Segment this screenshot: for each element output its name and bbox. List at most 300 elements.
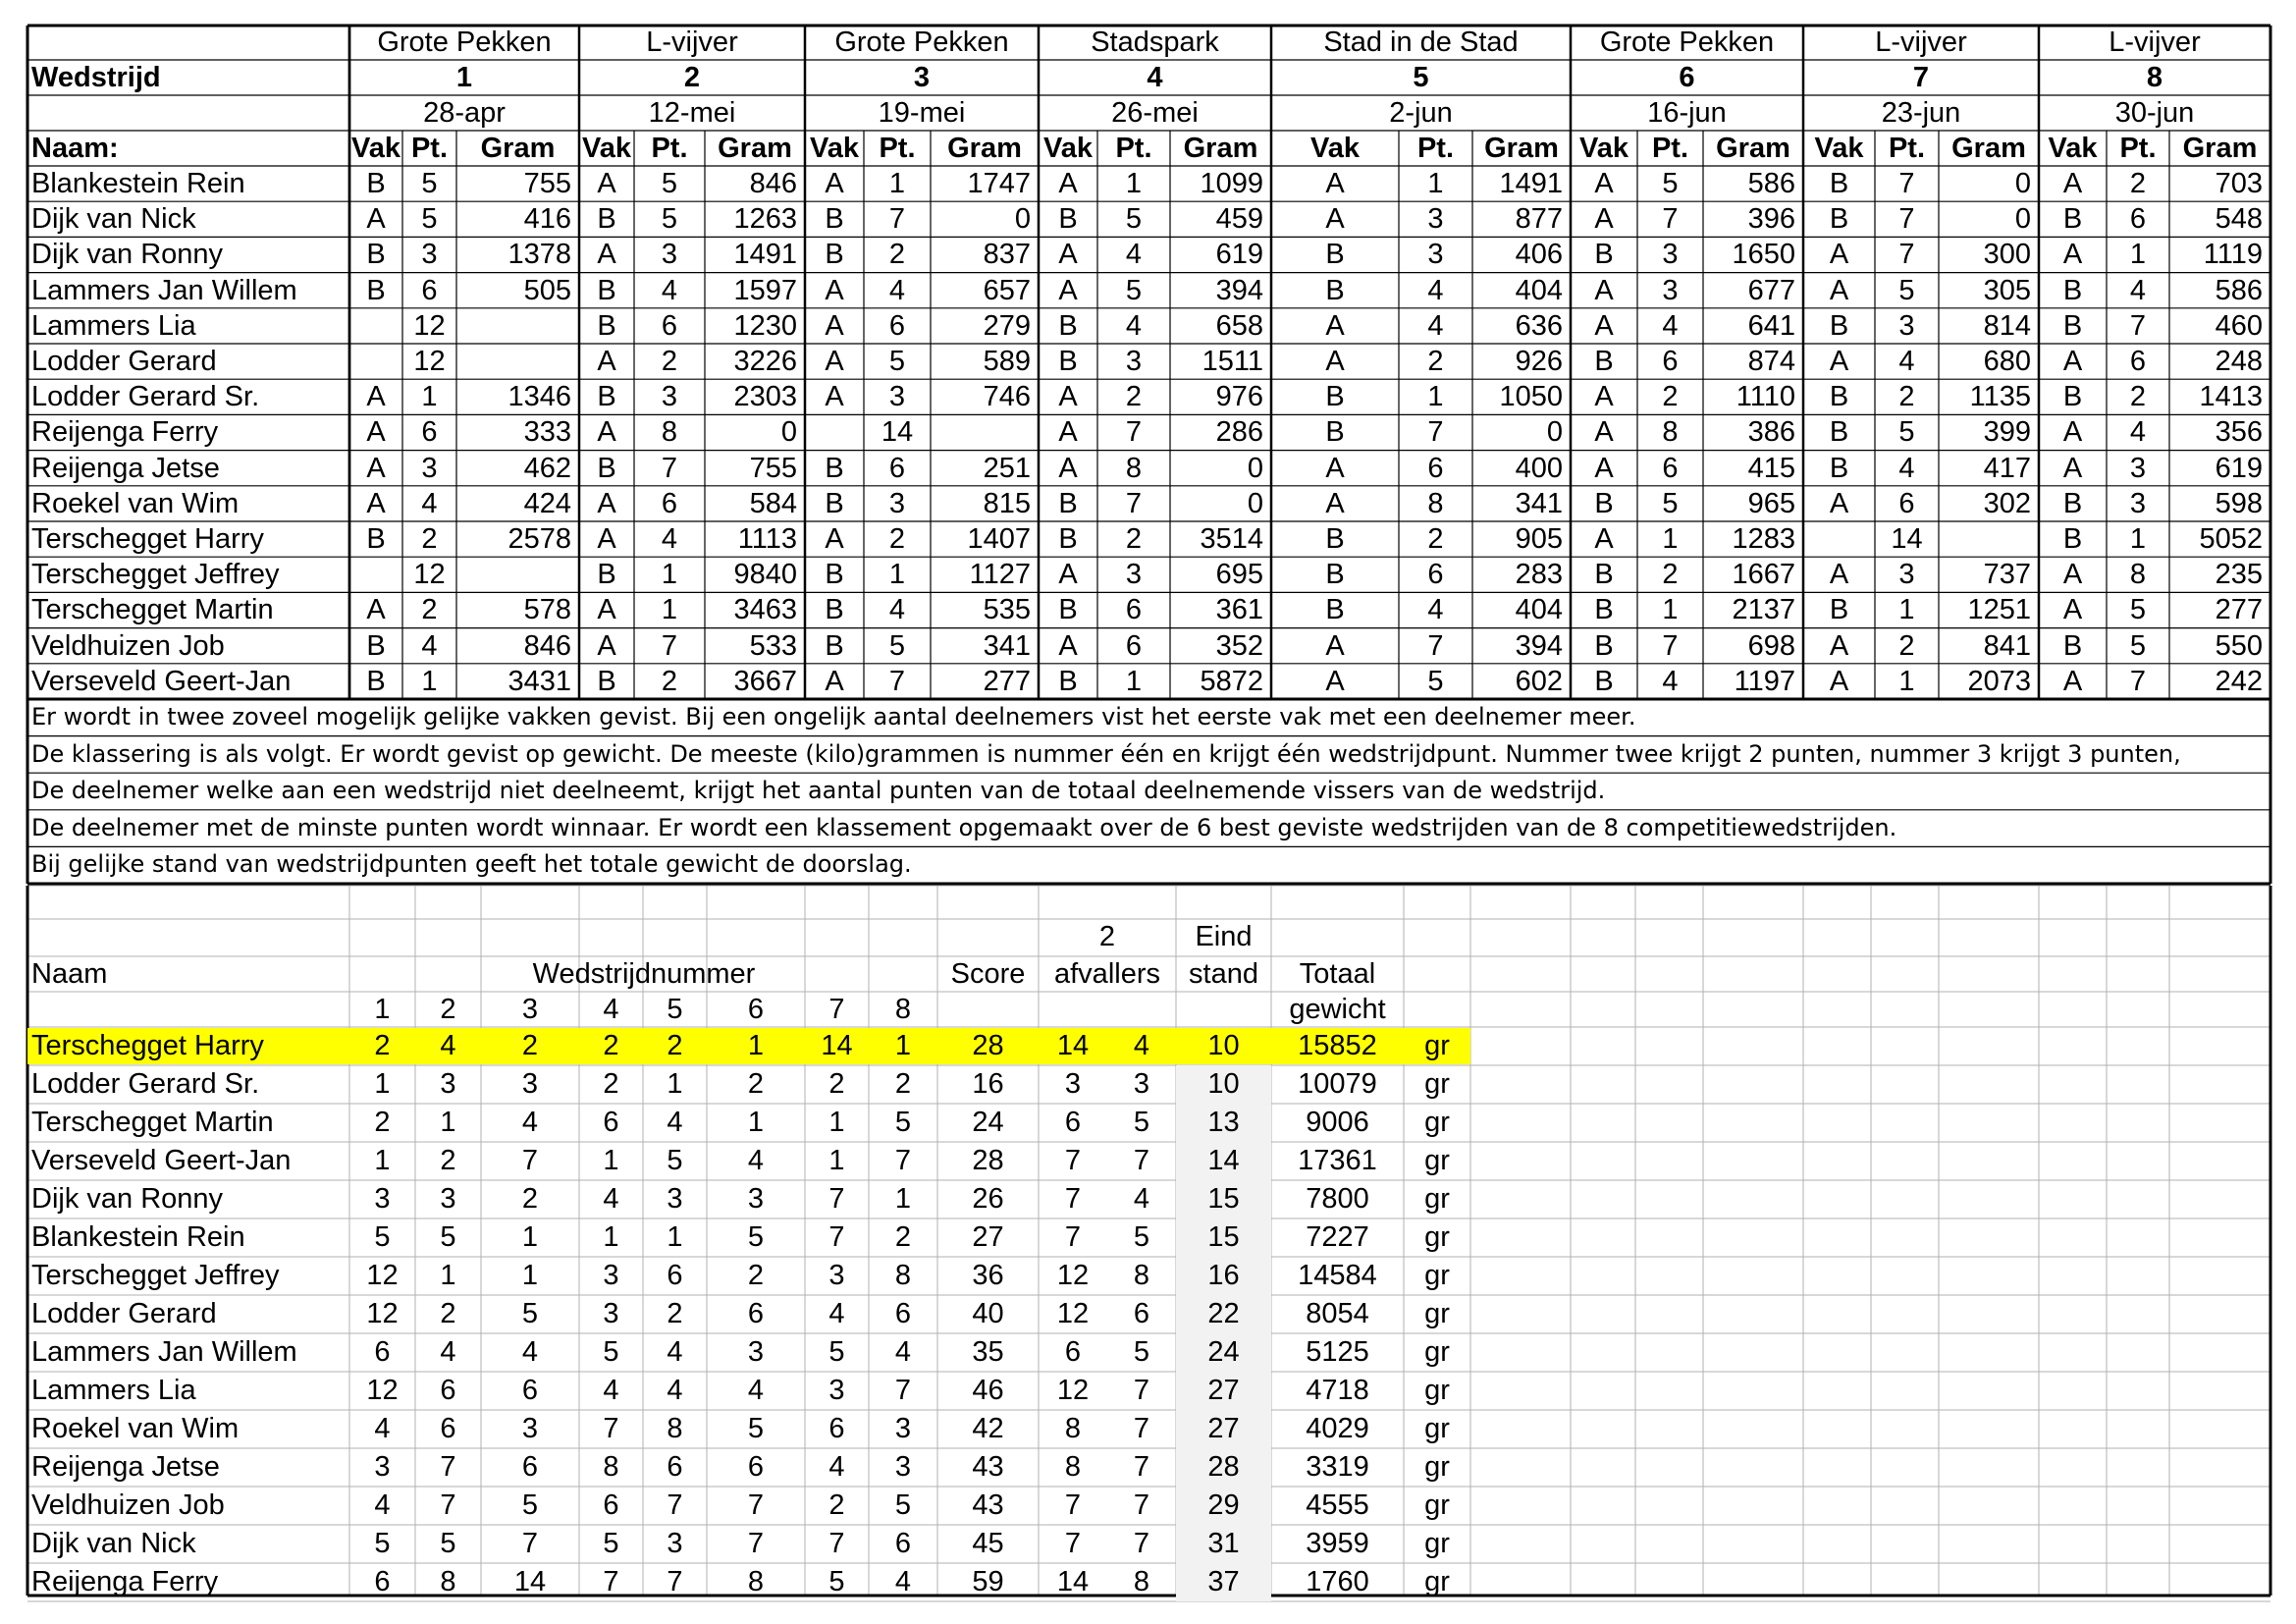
standing-points: 2: [828, 1068, 845, 1100]
standing-afvaller-2: 6: [1133, 1298, 1150, 1329]
standing-points: 6: [440, 1413, 456, 1444]
standing-afvaller-2: 8: [1133, 1260, 1150, 1291]
cell-pt: 2: [1427, 523, 1444, 555]
cell-vak: B: [1829, 381, 1849, 413]
standing-totaal: 4718: [1306, 1375, 1369, 1406]
cell-pt: 3: [1662, 239, 1679, 271]
match-number-header: 1: [374, 994, 391, 1025]
col-vak: Vak: [351, 133, 400, 164]
standing-points: 6: [667, 1260, 683, 1291]
cell-gram: 1407: [967, 523, 1031, 555]
cell-gram: 277: [2215, 594, 2263, 626]
standing-points: 4: [440, 1030, 456, 1061]
standing-points: 1: [747, 1030, 765, 1061]
standing-name: Terschegget Jeffrey: [31, 1260, 280, 1291]
standing-points: 1: [603, 1221, 619, 1253]
note-line: De deelnemer met de minste punten wordt winnaar. Er wordt een klassement opgemaakt over de 6 best geviste wedstrijden van de 8 competitiewedstrijden.: [31, 813, 1897, 841]
cell-gram: 1110: [1735, 381, 1795, 413]
cell-pt: 3: [1427, 239, 1444, 271]
cell-vak: B: [366, 523, 386, 555]
standing-eind: 22: [1207, 1298, 1240, 1329]
standing-points: 4: [667, 1336, 683, 1368]
cell-gram: 396: [1747, 203, 1795, 236]
standing-eind: 31: [1207, 1528, 1240, 1559]
cell-gram: 0: [1546, 416, 1563, 449]
cell-vak: B: [825, 487, 844, 519]
cell-gram: 1667: [1732, 559, 1795, 591]
cell-pt: 3: [888, 381, 906, 413]
unit-gr: gr: [1424, 1566, 1450, 1597]
standing-points: 4: [521, 1107, 539, 1138]
standing-points: 4: [828, 1298, 845, 1329]
cell-gram: 242: [2215, 665, 2263, 697]
standing-points: 8: [603, 1451, 619, 1483]
cell-vak: A: [597, 487, 616, 519]
cell-gram: 0: [1247, 487, 1263, 519]
cell-gram: 399: [1983, 416, 2031, 449]
cell-vak: B: [2062, 309, 2083, 342]
standing-totaal: 1760: [1306, 1566, 1369, 1597]
cell-pt: 8: [1662, 416, 1679, 449]
cell-pt: 7: [1427, 629, 1444, 662]
cell-pt: 4: [2129, 416, 2147, 449]
match-number: 7: [1912, 62, 1930, 93]
cell-gram: 3463: [733, 594, 797, 626]
cell-pt: 4: [1662, 665, 1679, 697]
standing-points: 5: [828, 1336, 845, 1368]
standing-afvaller-1: 12: [1056, 1298, 1090, 1329]
standing-points: 6: [521, 1451, 539, 1483]
cell-gram: 416: [523, 203, 571, 236]
match-number-header: 6: [747, 994, 765, 1025]
cell-vak: B: [825, 452, 844, 484]
match-number: 1: [455, 62, 473, 93]
standing-afvaller-1: 14: [1056, 1566, 1090, 1597]
cell-vak: A: [597, 346, 616, 377]
col-pt: Pt.: [1888, 133, 1926, 164]
standing-points: 2: [667, 1030, 683, 1061]
cell-pt: 6: [1662, 452, 1679, 484]
cell-pt: 5: [421, 168, 438, 199]
cell-vak: A: [825, 665, 844, 697]
cell-vak: A: [597, 629, 616, 662]
cell-gram: 2137: [1732, 594, 1795, 626]
match-date: 30-jun: [2114, 97, 2195, 129]
cell-gram: 286: [1215, 416, 1263, 449]
cell-vak: A: [1058, 416, 1078, 449]
match-date: 12-mei: [648, 97, 736, 129]
cell-pt: 6: [888, 309, 906, 342]
standing-points: 3: [894, 1451, 912, 1483]
standing-name: Blankestein Rein: [31, 1221, 245, 1253]
standing-points: 3: [374, 1451, 391, 1483]
cell-gram: 877: [1515, 203, 1563, 236]
col-gram: Gram: [718, 133, 792, 164]
cell-gram: 251: [983, 452, 1031, 484]
cell-gram: 3514: [1200, 523, 1263, 555]
standing-points: 2: [521, 1030, 539, 1061]
standing-totaal: 4029: [1306, 1413, 1369, 1444]
cell-vak: B: [1829, 594, 1849, 626]
unit-gr: gr: [1424, 1298, 1450, 1329]
cell-pt: 2: [888, 239, 906, 271]
wedstrijdnummer-header: Wedstrijdnummer: [532, 958, 756, 990]
standing-points: 5: [894, 1489, 912, 1521]
cell-pt: 3: [1125, 559, 1143, 591]
cell-gram: 3431: [507, 665, 571, 697]
cell-pt: 3: [1898, 559, 1915, 591]
unit-gr: gr: [1424, 1183, 1450, 1215]
cell-vak: B: [1829, 168, 1849, 199]
cell-gram: 0: [2014, 168, 2031, 199]
cell-gram: [931, 414, 1031, 450]
cell-gram: 636: [1515, 309, 1563, 342]
cell-pt: 7: [888, 665, 906, 697]
standing-points: 4: [667, 1107, 683, 1138]
standing-score: 43: [972, 1489, 1004, 1521]
participant-name: Terschegget Martin: [31, 594, 274, 626]
cell-pt: 5: [888, 629, 906, 662]
cell-gram: 1650: [1732, 239, 1795, 271]
standing-score: 27: [972, 1221, 1004, 1253]
cell-pt: 7: [2129, 665, 2147, 697]
match-number: 2: [683, 62, 701, 93]
cell-vak: B: [1325, 523, 1345, 555]
cell-vak: A: [1058, 452, 1078, 484]
cell-gram: 846: [523, 629, 571, 662]
cell-pt: 6: [421, 274, 438, 306]
cell-vak: A: [1058, 168, 1078, 199]
cell-pt: 1: [1662, 594, 1679, 626]
standing-points: 12: [366, 1260, 399, 1291]
cell-gram: 1283: [1732, 523, 1795, 555]
match-location: Grote Pekken: [1599, 27, 1775, 58]
standing-points: 6: [894, 1528, 912, 1559]
note-line: De klassering is als volgt. Er wordt gevist op gewicht. De meeste (kilo)grammen is nummer één en krijgt één wedstrijdpunt. Nummer twee krijgt 2 punten, nummer 3 krijgt 3 punten,: [31, 739, 2181, 768]
cell-vak: A: [366, 452, 386, 484]
cell-gram: [456, 308, 571, 344]
cell-gram: 302: [1983, 487, 2031, 519]
cell-vak: A: [1594, 523, 1614, 555]
cell-pt: 12: [413, 346, 446, 377]
cell-pt: 12: [413, 559, 446, 591]
cell-pt: 6: [1125, 594, 1143, 626]
cell-vak: A: [1594, 381, 1614, 413]
standing-afvaller-1: 6: [1064, 1107, 1082, 1138]
cell-vak: B: [366, 168, 386, 199]
cell-gram: 1346: [507, 381, 571, 413]
cell-pt: 1: [2129, 523, 2147, 555]
standing-points: 2: [603, 1030, 619, 1061]
col-pt: Pt.: [651, 133, 688, 164]
eind-header: Eind: [1195, 921, 1253, 952]
standing-totaal: 4555: [1306, 1489, 1369, 1521]
standing-eind: 29: [1207, 1489, 1240, 1521]
standing-points: 1: [667, 1221, 683, 1253]
cell-vak: A: [597, 594, 616, 626]
cell-gram: 586: [1747, 168, 1795, 199]
cell-pt: 3: [2129, 487, 2147, 519]
cell-pt: 2: [1427, 346, 1444, 377]
cell-gram: 2303: [733, 381, 797, 413]
match-number-header: 5: [667, 994, 683, 1025]
standing-points: 3: [374, 1183, 391, 1215]
standing-points: 3: [521, 1413, 539, 1444]
cell-vak: A: [1325, 452, 1345, 484]
col-pt: Pt.: [1651, 133, 1689, 164]
cell-pt: 6: [2129, 203, 2147, 236]
cell-gram: 905: [1515, 523, 1563, 555]
cell-gram: 598: [2215, 487, 2263, 519]
cell-gram: 459: [1215, 203, 1263, 236]
stand-header: stand: [1189, 958, 1258, 990]
cell-pt: 1: [661, 594, 678, 626]
cell-gram: 1263: [733, 203, 797, 236]
cell-vak: [349, 308, 402, 344]
cell-pt: 3: [1898, 309, 1915, 342]
cell-pt: 6: [888, 452, 906, 484]
cell-gram: 1747: [967, 168, 1031, 199]
col-pt: Pt.: [1416, 133, 1455, 164]
cell-pt: 7: [1898, 239, 1915, 271]
cell-gram: 548: [2215, 203, 2263, 236]
cell-vak: B: [1594, 559, 1614, 591]
cell-vak: B: [366, 629, 386, 662]
standing-points: 6: [440, 1375, 456, 1406]
cell-gram: 333: [523, 416, 571, 449]
cell-gram: 814: [1983, 309, 2031, 342]
wedstrijd-label: Wedstrijd: [31, 62, 161, 93]
standing-points: 8: [667, 1413, 683, 1444]
cell-gram: 1113: [737, 523, 797, 555]
cell-vak: A: [2062, 346, 2083, 377]
standing-points: 7: [828, 1528, 845, 1559]
cell-gram: 505: [523, 274, 571, 306]
cell-vak: A: [2062, 239, 2083, 271]
standing-afvaller-1: 7: [1064, 1183, 1082, 1215]
cell-vak: A: [825, 309, 844, 342]
standing-points: 7: [667, 1489, 683, 1521]
cell-pt: 1: [421, 665, 438, 697]
standing-points: 4: [374, 1489, 391, 1521]
unit-gr: gr: [1424, 1221, 1450, 1253]
standing-points: 4: [747, 1375, 765, 1406]
standing-eind: 15: [1207, 1221, 1240, 1253]
cell-vak: A: [1829, 274, 1849, 306]
standing-points: 1: [440, 1107, 456, 1138]
cell-pt: 5: [1898, 416, 1915, 449]
standing-eind: 24: [1207, 1336, 1240, 1368]
unit-gr: gr: [1424, 1107, 1450, 1138]
cell-vak: B: [1325, 239, 1345, 271]
standing-points: 1: [521, 1221, 539, 1253]
cell-pt: 2: [1662, 381, 1679, 413]
standing-totaal: 14584: [1298, 1260, 1377, 1291]
cell-vak: B: [597, 203, 616, 236]
cell-pt: 6: [661, 487, 678, 519]
cell-pt: 2: [2129, 381, 2147, 413]
cell-vak: A: [366, 594, 386, 626]
standing-eind: 13: [1207, 1107, 1240, 1138]
cell-gram: 698: [1747, 629, 1795, 662]
cell-pt: 6: [1898, 487, 1915, 519]
standing-name: Dijk van Nick: [31, 1528, 196, 1559]
standing-points: 1: [747, 1107, 765, 1138]
standing-totaal: 5125: [1306, 1336, 1369, 1368]
col-gram: Gram: [1716, 133, 1790, 164]
cell-gram: 341: [983, 629, 1031, 662]
cell-gram: 0: [1247, 452, 1263, 484]
cell-gram: 415: [1747, 452, 1795, 484]
standing-points: 2: [894, 1068, 912, 1100]
standing-points: 2: [747, 1068, 765, 1100]
afvallers-header: afvallers: [1054, 958, 1160, 990]
standing-points: 6: [603, 1489, 619, 1521]
standing-points: 5: [603, 1528, 619, 1559]
cell-gram: 9840: [733, 559, 797, 591]
cell-gram: 424: [523, 487, 571, 519]
col-vak: Vak: [1814, 133, 1864, 164]
standing-points: 2: [374, 1107, 391, 1138]
note-line: De deelnemer welke aan een wedstrijd niet deelneemt, krijgt het aantal punten van de totaal deelnemende vissers van de wedstrijd.: [31, 777, 1606, 805]
cell-gram: [456, 557, 571, 592]
cell-gram: 695: [1215, 559, 1263, 591]
cell-vak: [349, 344, 402, 379]
standing-afvaller-2: 7: [1133, 1489, 1150, 1521]
cell-vak: A: [1058, 239, 1078, 271]
standing-name: Dijk van Ronny: [31, 1183, 224, 1215]
col-gram: Gram: [480, 133, 556, 164]
cell-vak: B: [1829, 452, 1849, 484]
cell-vak: A: [2062, 168, 2083, 199]
standing-points: 7: [828, 1221, 845, 1253]
cell-pt: 7: [661, 452, 678, 484]
participant-name: Terschegget Jeffrey: [31, 559, 280, 591]
standing-score: 59: [972, 1566, 1004, 1597]
cell-pt: 2: [1898, 381, 1915, 413]
standing-totaal: 7800: [1306, 1183, 1369, 1215]
standing-points: 7: [828, 1183, 845, 1215]
participant-name: Dijk van Ronny: [31, 239, 224, 271]
cell-pt: 5: [2129, 594, 2147, 626]
standing-points: 3: [521, 1068, 539, 1100]
cell-vak: A: [1594, 203, 1614, 236]
cell-pt: 4: [421, 629, 438, 662]
cell-pt: 5: [1898, 274, 1915, 306]
cell-pt: 5: [1427, 665, 1444, 697]
col-pt: Pt.: [879, 133, 916, 164]
cell-vak: A: [597, 416, 616, 449]
cell-pt: 3: [661, 239, 678, 271]
standing-points: 2: [667, 1298, 683, 1329]
standing-totaal: 9006: [1306, 1107, 1369, 1138]
afvallers-count-header: 2: [1098, 921, 1116, 952]
cell-gram: 0: [2014, 203, 2031, 236]
cell-pt: 6: [1125, 629, 1143, 662]
cell-pt: 1: [1427, 168, 1444, 199]
standing-name: Lammers Lia: [31, 1375, 196, 1406]
match-number: 8: [2146, 62, 2163, 93]
cell-pt: 7: [1662, 629, 1679, 662]
standing-afvaller-1: 8: [1064, 1413, 1082, 1444]
participant-name: Lodder Gerard Sr.: [31, 381, 260, 413]
cell-vak: A: [597, 239, 616, 271]
cell-pt: 3: [1125, 346, 1143, 377]
standing-points: 1: [894, 1183, 912, 1215]
cell-vak: A: [366, 416, 386, 449]
standing-name: Lodder Gerard: [31, 1298, 217, 1329]
cell-gram: 703: [2215, 168, 2263, 199]
cell-vak: A: [2062, 416, 2083, 449]
standing-points: 5: [521, 1298, 539, 1329]
cell-pt: 1: [421, 381, 438, 413]
cell-pt: 4: [1898, 452, 1915, 484]
col-vak: Vak: [1043, 133, 1093, 164]
cell-gram: 535: [983, 594, 1031, 626]
standing-eind: 10: [1207, 1030, 1240, 1061]
standing-totaal: 8054: [1306, 1298, 1369, 1329]
cell-gram: 1413: [2199, 381, 2263, 413]
cell-pt: 3: [888, 487, 906, 519]
cell-gram: [456, 344, 571, 379]
cell-vak: A: [1829, 346, 1849, 377]
cell-pt: 5: [2129, 629, 2147, 662]
note-line: Bij gelijke stand van wedstrijdpunten geeft het totale gewicht de doorslag.: [31, 850, 912, 879]
standing-points: 1: [440, 1260, 456, 1291]
standing-points: 3: [667, 1528, 683, 1559]
cell-pt: 3: [421, 239, 438, 271]
cell-gram: 341: [1515, 487, 1563, 519]
cell-pt: 14: [1891, 523, 1923, 555]
standing-afvaller-2: 5: [1133, 1336, 1150, 1368]
standing-score: 24: [972, 1107, 1004, 1138]
standing-points: 3: [603, 1260, 619, 1291]
cell-pt: 2: [421, 523, 438, 555]
cell-pt: 8: [1427, 487, 1444, 519]
cell-vak: B: [825, 559, 844, 591]
cell-vak: B: [1829, 309, 1849, 342]
cell-pt: 4: [1662, 309, 1679, 342]
cell-pt: 8: [2129, 559, 2147, 591]
standing-totaal: 10079: [1298, 1068, 1377, 1100]
standing-totaal: 3319: [1306, 1451, 1369, 1483]
standing-points: 7: [440, 1451, 456, 1483]
match-number: 6: [1679, 62, 1695, 93]
note-line: Er wordt in twee zoveel mogelijk gelijke vakken gevist. Bij een ongelijk aantal deelnemers vist het eerste vak met een deelnemer meer.: [31, 703, 1636, 731]
standing-points: 12: [366, 1375, 399, 1406]
match-number: 5: [1413, 62, 1429, 93]
standing-points: 8: [440, 1566, 456, 1597]
standing-points: 4: [894, 1566, 912, 1597]
cell-vak: A: [366, 203, 386, 236]
unit-gr: gr: [1424, 1336, 1450, 1368]
cell-gram: 658: [1215, 309, 1263, 342]
match-location: Grote Pekken: [834, 27, 1009, 58]
cell-pt: 7: [1427, 416, 1444, 449]
cell-gram: 394: [1515, 629, 1563, 662]
cell-gram: 0: [780, 416, 797, 449]
standing-points: 3: [440, 1068, 456, 1100]
cell-pt: 3: [2129, 452, 2147, 484]
cell-vak: A: [1594, 168, 1614, 199]
standing-points: 1: [521, 1260, 539, 1291]
standing-afvaller-1: 7: [1064, 1489, 1082, 1521]
cell-gram: 1491: [1499, 168, 1563, 199]
cell-vak: B: [1058, 487, 1078, 519]
col-vak: Vak: [1310, 133, 1360, 164]
standing-points: 3: [747, 1336, 765, 1368]
standing-points: 6: [828, 1413, 845, 1444]
